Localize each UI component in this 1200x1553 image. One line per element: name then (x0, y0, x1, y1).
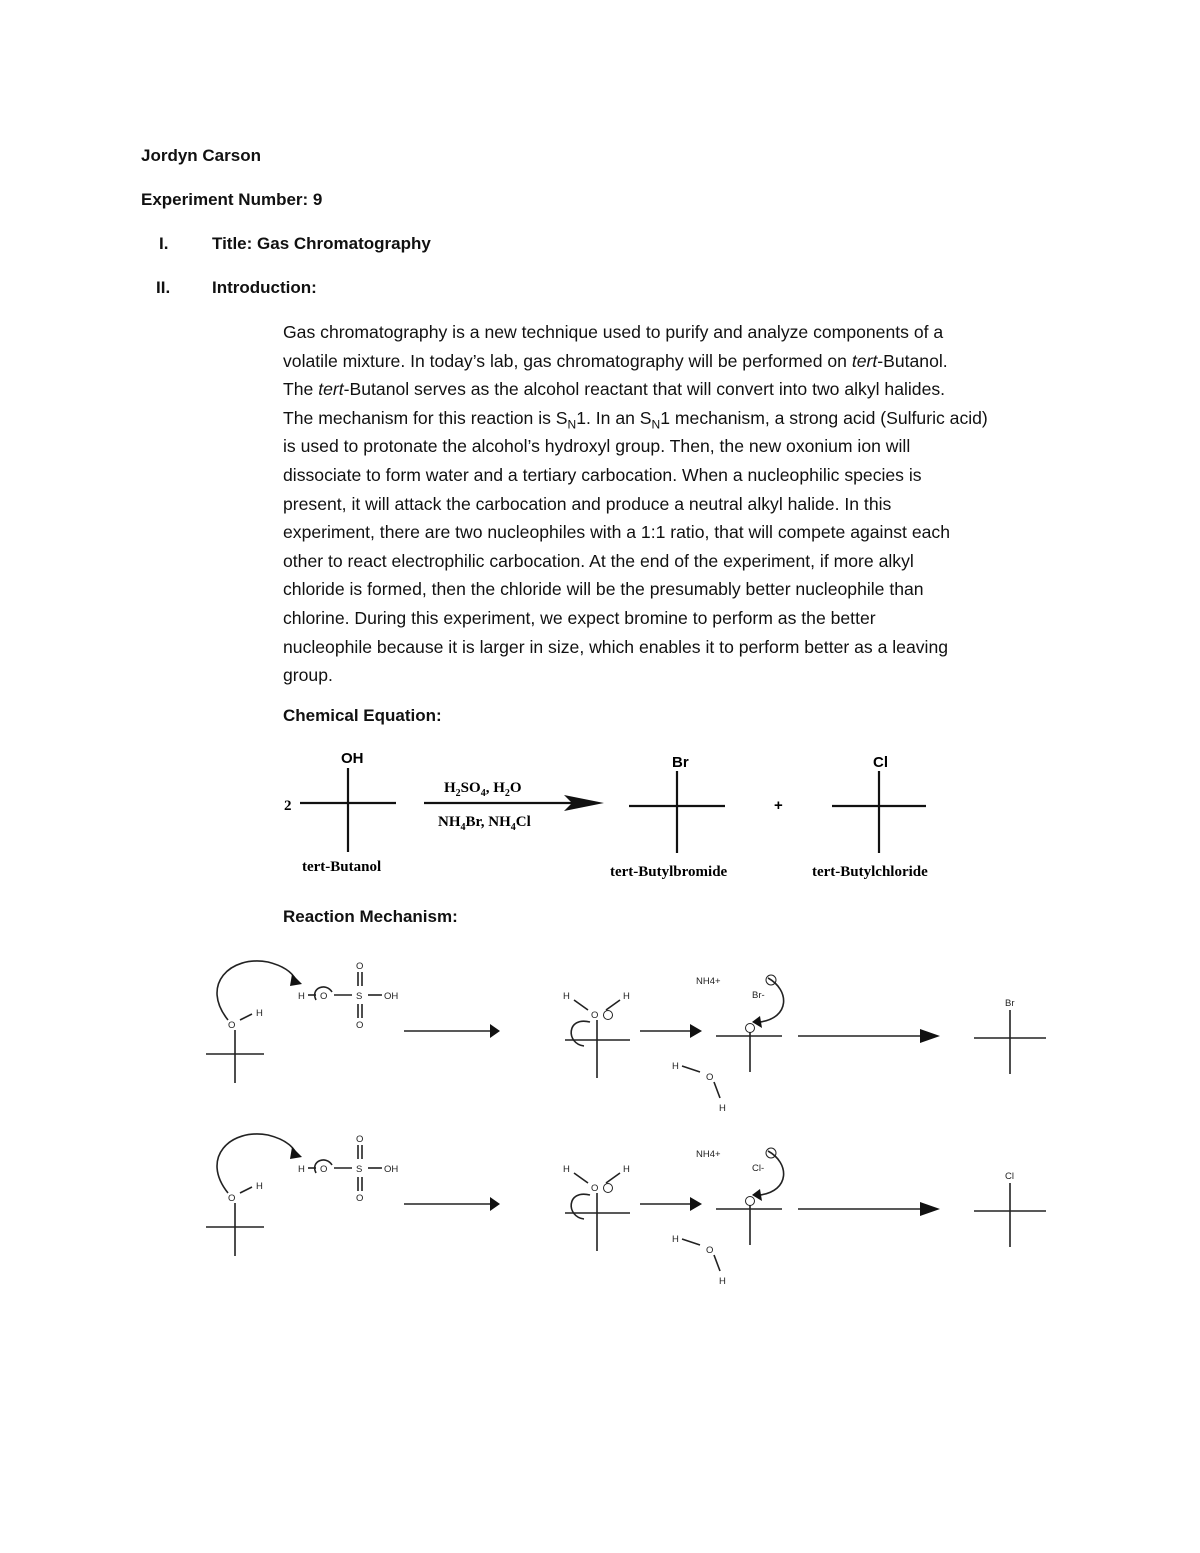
intro-text: The mechanism for this reaction is S (283, 407, 568, 428)
positive-charge-icon (746, 1024, 755, 1033)
chlorine-label: Cl (873, 754, 888, 771)
intro-text: volatile mixture. In today’s lab, gas chromatography will be performed on (283, 350, 852, 371)
positive-charge-icon (746, 1197, 755, 1206)
oxygen-label: O (356, 1134, 364, 1145)
reagents-line-1: $H_2SO_4$, $H_2O$ (444, 780, 522, 799)
oxygen-label: O (320, 1164, 328, 1175)
section-title: Title: Gas Chromatography (212, 234, 431, 253)
intro-text: chloride is formed, then the chloride will be the presumably better nucleophile than (283, 579, 924, 600)
product-halogen-label: Br (1005, 998, 1015, 1009)
intro-text: dissociate to form water and a tertiary carbocation. When a nucleophilic species is (283, 464, 922, 485)
intro-text: chlorine. During this experiment, we expect bromine to perform as the better (283, 607, 876, 628)
hydroxyl-label: OH (384, 1164, 399, 1175)
plus-sign: + (774, 797, 783, 814)
positive-charge-icon (604, 1011, 613, 1020)
intro-text: The (283, 379, 319, 400)
sulfur-label: S (356, 991, 363, 1002)
reagents-line-2: $NH_4Br$, $NH_4Cl$ (438, 814, 531, 833)
section-numeral-2: II. (156, 278, 171, 297)
author-name: Jordyn Carson (141, 146, 261, 165)
hydrogen-label: H (256, 1008, 263, 1019)
hydroxyl-label: OH (341, 750, 364, 767)
hydrogen-label: H (672, 1061, 679, 1072)
sulfur-label: S (356, 1164, 363, 1175)
section-introduction-heading: Introduction: (212, 278, 317, 297)
hydrogen-label: H (256, 1181, 263, 1192)
intro-text: -Butanol serves as the alcohol reactant that will convert into two alkyl halides. (343, 379, 946, 400)
oxygen-label: O (320, 991, 328, 1002)
intro-italic: tert (851, 350, 878, 371)
intro-text: is used to protonate the alcohol’s hydroxyl group. Then, the new oxonium ion will (283, 436, 911, 457)
hydrogen-label: H (672, 1234, 679, 1245)
reaction-mechanism-heading: Reaction Mechanism: (283, 907, 458, 926)
halide-ion-label: Cl- (752, 1163, 765, 1174)
hydrogen-label: H (719, 1103, 726, 1114)
oxygen-label: O (591, 1183, 599, 1194)
intro-text: -Butanol. (877, 350, 948, 371)
intro-text: 1. In an S (576, 407, 652, 428)
intro-subscript: N (651, 417, 661, 432)
hydrogen-label: H (623, 991, 630, 1002)
oxygen-label: O (706, 1072, 714, 1083)
hydroxyl-label: OH (384, 991, 399, 1002)
intro-text: nucleophile because it is larger in size, which enables it to perform better as a leaving (283, 636, 949, 657)
mechanism-row-chloride (206, 1134, 1046, 1287)
oxygen-label: O (356, 961, 364, 972)
oxygen-label: O (591, 1010, 599, 1021)
oxygen-label: O (356, 1193, 364, 1204)
intro-subscript: N (567, 417, 577, 432)
positive-charge-icon (604, 1184, 613, 1193)
intro-text: group. (283, 665, 333, 686)
oxygen-label: O (356, 1020, 364, 1031)
hydrogen-label: H (719, 1276, 726, 1287)
product1-name: tert-Butylbromide (610, 864, 728, 880)
section-numeral-1: I. (159, 234, 169, 253)
oxygen-label: O (706, 1245, 714, 1256)
coefficient: 2 (284, 798, 292, 814)
chemical-equation-heading: Chemical Equation: (283, 706, 442, 725)
ammonium-label: NH4+ (696, 976, 721, 987)
ammonium-label: NH4+ (696, 1149, 721, 1160)
experiment-number: Experiment Number: 9 (141, 190, 323, 209)
reactant-name: tert-Butanol (302, 859, 382, 875)
intro-text: 1 mechanism, a strong acid (Sulfuric acid) (660, 407, 988, 428)
oxygen-label: O (228, 1193, 236, 1204)
hydrogen-label: H (563, 991, 570, 1002)
intro-text: present, it will attack the carbocation and produce a neutral alkyl halide. In this (283, 493, 892, 514)
intro-text: other to react electrophilic carbocation. At the end of the experiment, if more alkyl (283, 550, 914, 571)
hydrogen-label: H (623, 1164, 630, 1175)
oxygen-label: O (228, 1020, 236, 1031)
intro-text: Gas chromatography is a new technique used to purify and analyze components of a (283, 322, 944, 342)
halide-ion-label: Br- (752, 990, 765, 1001)
product-halogen-label: Cl (1005, 1171, 1014, 1182)
mechanism-row-bromide (206, 961, 1046, 1114)
intro-italic: tert (318, 379, 344, 400)
hydrogen-label: H (298, 1164, 305, 1175)
intro-text: experiment, there are two nucleophiles with a 1:1 ratio, that will compete against each (283, 522, 950, 543)
hydrogen-label: H (298, 991, 305, 1002)
hydrogen-label: H (563, 1164, 570, 1175)
bromine-label: Br (672, 754, 689, 771)
product2-name: tert-Butylchloride (812, 864, 928, 880)
